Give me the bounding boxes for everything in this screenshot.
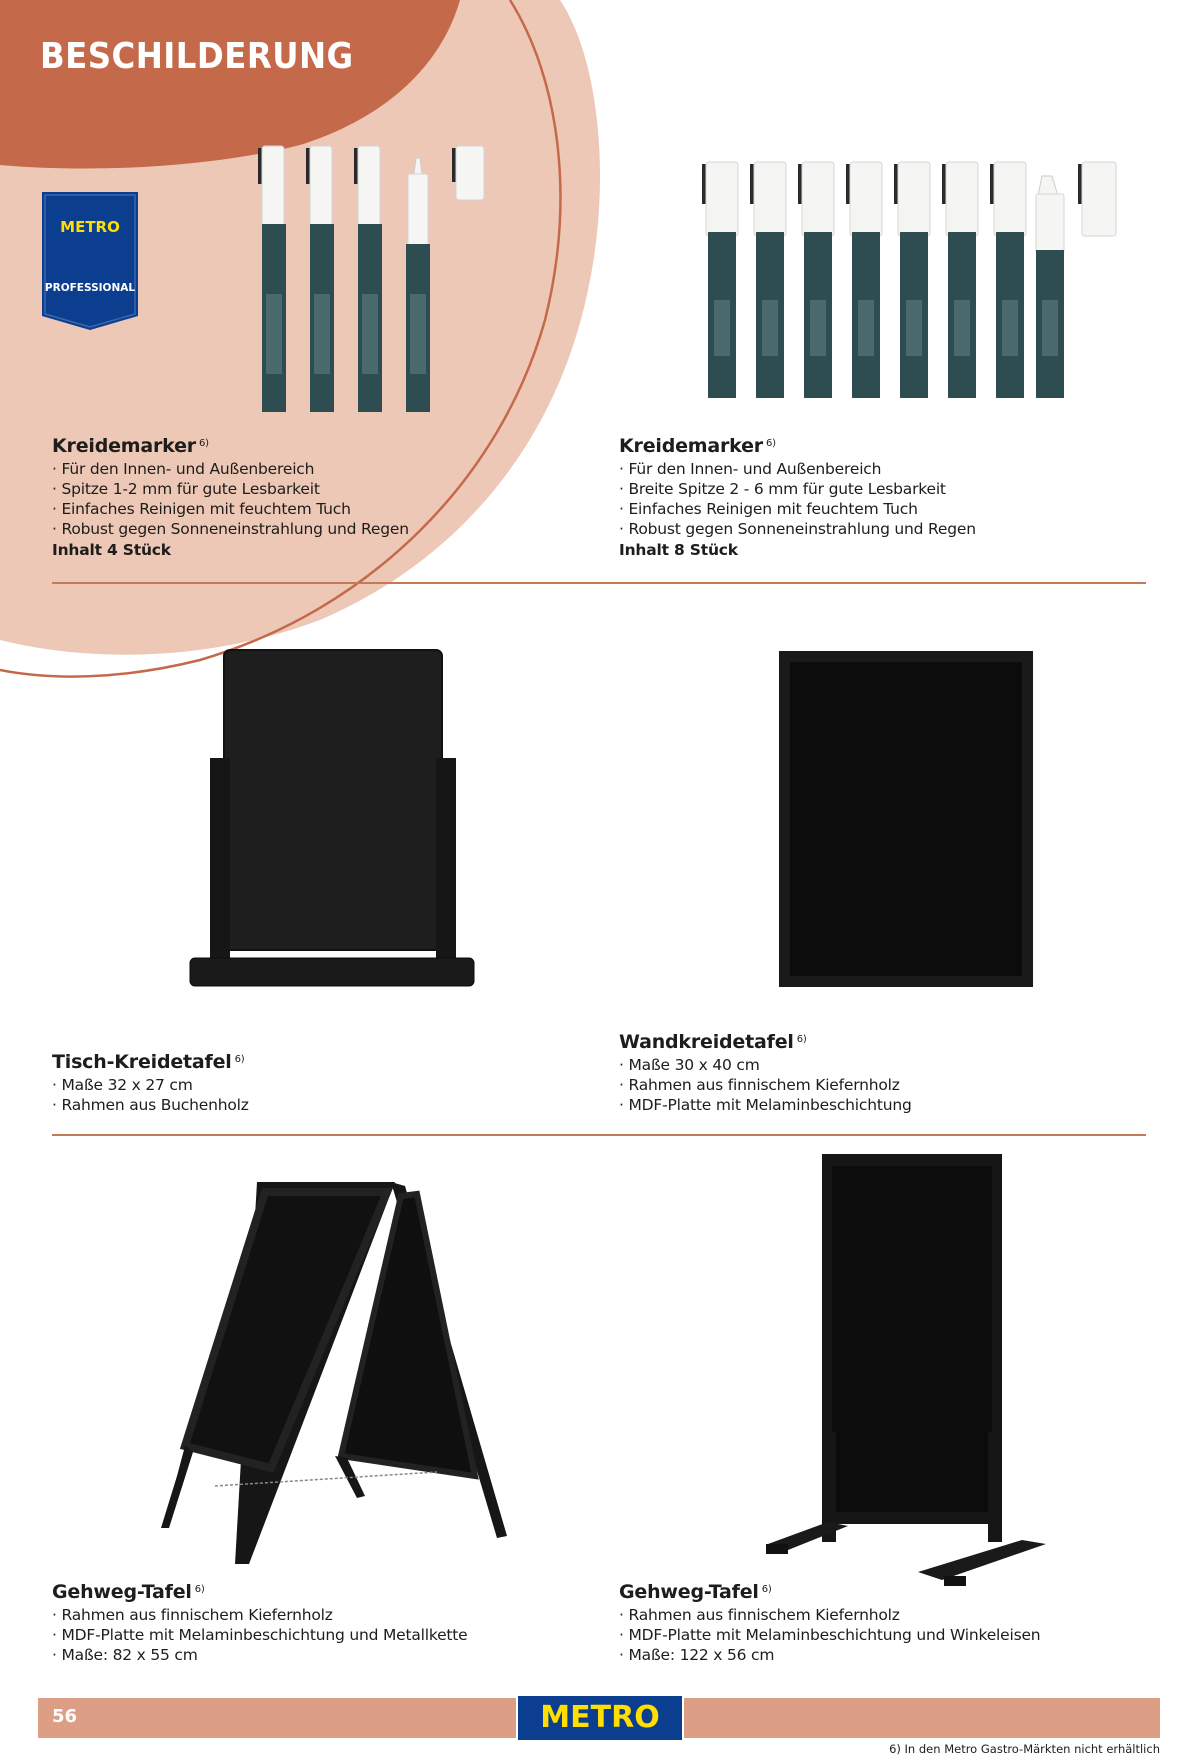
section-divider	[52, 582, 1146, 584]
feature-item: · Robust gegen Sonneneinstrahlung und Regen	[52, 519, 552, 539]
product-gehweg-tafel-1	[52, 1580, 592, 1665]
marker-group	[702, 162, 1116, 398]
feature-item: · Breite Spitze 2 - 6 mm für gute Lesbarkeit	[619, 479, 1159, 499]
feature-item: · Für den Innen- und Außenbereich	[619, 459, 1159, 479]
feature-item: · MDF-Platte mit Melaminbeschichtung und Winkeleisen	[619, 1625, 1179, 1645]
footer-bar-left	[38, 1698, 516, 1738]
product-gehweg-tafel-2	[619, 1580, 1179, 1665]
product-image-gehweg-tafel-a	[155, 1176, 515, 1568]
product-title: Gehweg-Tafel $^{6)}$	[52, 1581, 205, 1603]
feature-item: · Einfaches Reinigen mit feuchtem Tuch	[619, 499, 1159, 519]
product-image-markers-8	[700, 160, 1120, 400]
feature-item: · MDF-Platte mit Melaminbeschichtung	[619, 1095, 1159, 1115]
feature-list	[52, 459, 552, 539]
product-image-markers-4	[250, 144, 500, 414]
page-number: 56	[52, 1706, 78, 1727]
feature-item: · Maße 30 x 40 cm	[619, 1055, 1159, 1075]
feature-item: · Rahmen aus finnischem Kiefernholz	[619, 1075, 1159, 1095]
feature-item: · Maße: 122 x 56 cm	[619, 1645, 1179, 1665]
footnote-marker: 6)	[765, 438, 776, 449]
feature-item: · MDF-Platte mit Melaminbeschichtung und Metallkette	[52, 1625, 592, 1645]
metro-professional-badge	[42, 192, 138, 330]
section-divider	[52, 1134, 1146, 1136]
feature-item: · Rahmen aus Buchenholz	[52, 1095, 552, 1115]
feature-item: · Robust gegen Sonneneinstrahlung und Regen	[619, 519, 1159, 539]
product-wandkreidetafel	[619, 1030, 1159, 1115]
marker-3	[354, 146, 382, 412]
marker-2	[306, 146, 334, 412]
product-kreidemarker-4	[52, 434, 552, 561]
footnote-marker: 6)	[198, 438, 209, 449]
product-quantity: Inhalt 8 Stück	[619, 541, 738, 559]
feature-item: · Maße 32 x 27 cm	[52, 1075, 552, 1095]
product-title: Tisch-Kreidetafel $^{6)}$	[52, 1051, 245, 1073]
marker-1	[258, 146, 286, 412]
feature-list	[619, 459, 1159, 539]
product-title: Kreidemarker $^{6)}$	[52, 435, 209, 457]
product-tisch-kreidetafel	[52, 1050, 552, 1115]
feature-list	[52, 1075, 552, 1115]
footnote: 6) In den Metro Gastro-Märkten nicht erhältlich	[889, 1742, 1160, 1756]
product-title: Gehweg-Tafel $^{6)}$	[619, 1581, 772, 1603]
badge-subtitle: PROFESSIONAL	[44, 282, 136, 294]
feature-item: · Rahmen aus finnischem Kiefernholz	[619, 1605, 1179, 1625]
product-image-wandkreidetafel	[778, 650, 1034, 988]
section-title: BESCHILDERUNG	[40, 36, 354, 77]
feature-item: · Für den Innen- und Außenbereich	[52, 459, 552, 479]
product-image-tisch-kreidetafel	[188, 648, 478, 990]
product-kreidemarker-8	[619, 434, 1159, 561]
footer-bar-right	[684, 1698, 1160, 1738]
product-quantity: Inhalt 4 Stück	[52, 541, 171, 559]
marker-cap	[452, 146, 484, 200]
feature-item: · Spitze 1-2 mm für gute Lesbarkeit	[52, 479, 552, 499]
feature-item: · Einfaches Reinigen mit feuchtem Tuch	[52, 499, 552, 519]
product-title: Kreidemarker $^{6)}$	[619, 435, 776, 457]
badge-brand: METRO	[60, 218, 120, 236]
footnote-marker: 6)	[796, 1034, 807, 1045]
footnote-marker: 6)	[194, 1584, 205, 1595]
product-title: Wandkreidetafel $^{6)}$	[619, 1031, 807, 1053]
marker-4-open	[406, 158, 430, 412]
footnote-marker: 6)	[234, 1054, 245, 1065]
metro-logo	[518, 1696, 682, 1740]
feature-item: · Maße: 82 x 55 cm	[52, 1645, 592, 1665]
feature-item: · Rahmen aus finnischem Kiefernholz	[52, 1605, 592, 1625]
metro-logo-text: METRO	[540, 1700, 660, 1735]
feature-list	[52, 1605, 592, 1665]
product-image-gehweg-tafel-stand	[758, 1152, 1048, 1592]
feature-list	[619, 1605, 1179, 1665]
footnote-marker: 6)	[761, 1584, 772, 1595]
feature-list	[619, 1055, 1159, 1115]
badge-shield-icon	[42, 192, 138, 330]
